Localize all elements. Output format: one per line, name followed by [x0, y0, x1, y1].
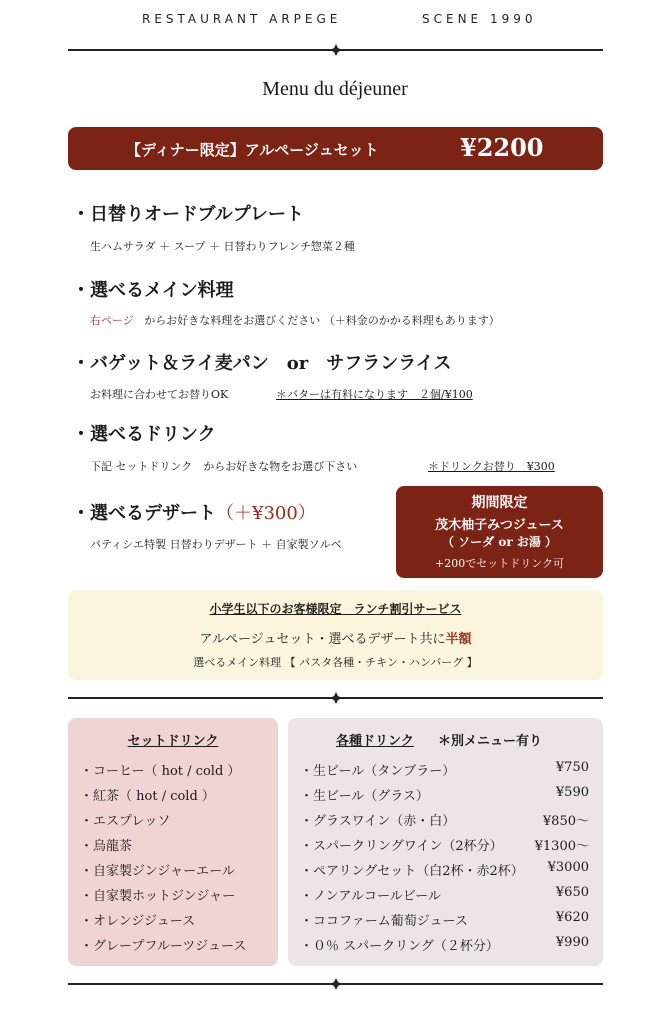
item-desc-4: 下記 セットドリンク からお好きな物をお選び下さい — [90, 460, 358, 473]
other-drinks-box — [288, 718, 603, 966]
table-row — [300, 760, 589, 780]
drink-name: ・グラスワイン（赤・白） — [300, 814, 456, 829]
drink-price: ¥850～ — [542, 814, 589, 829]
drink-name: ・生ビール（グラス） — [300, 789, 429, 804]
list-item: ・コーヒー（ hot / cold ） — [80, 764, 241, 779]
divider-middle — [68, 692, 603, 704]
kids-line-2: 選べるメイン料理 【 パスタ各種・チキン・ハンバーグ 】 — [193, 656, 478, 669]
other-drinks-title: 各種ドリンク — [336, 734, 414, 749]
drink-name: ・ペアリングセット（白2杯・赤2杯） — [300, 864, 524, 879]
kids-line-1 — [68, 628, 603, 647]
drink-name: ・ココファーム葡萄ジュース — [300, 914, 468, 929]
scene-label: SCENE 1990 — [422, 12, 537, 26]
drink-name: ・生ビール（タンブラー） — [300, 764, 456, 779]
item-title-5 — [72, 499, 316, 525]
right-page-link: 右ページ — [90, 314, 134, 327]
half-price-label: 半額 — [445, 632, 472, 647]
drink-price: ¥3000 — [547, 860, 589, 875]
divider-bottom — [68, 978, 603, 990]
item-desc-2-text: からお好きな料理をお選びください （＋料金のかかる料理もあります） — [144, 314, 500, 327]
other-drinks-note: ＊別メニュー有り — [438, 734, 543, 749]
item-title-3: ・バゲット＆ライ麦パン or サフランライス — [72, 353, 452, 374]
item-title-5-text: ・選べるデザート — [72, 503, 216, 524]
banner-label: 【ディナー限定】アルページュセット — [126, 141, 379, 159]
item-title-4: ・選べるドリンク — [72, 424, 216, 445]
drink-price: ¥990 — [555, 935, 589, 950]
item-title-1: ・日替りオードブルプレート — [72, 204, 305, 225]
table-row — [300, 810, 589, 830]
table-row — [300, 910, 589, 930]
ornament-icon — [330, 978, 342, 990]
table-row — [300, 835, 589, 855]
list-item: ・自家製ジンジャーエール — [80, 864, 235, 879]
header — [0, 10, 670, 30]
list-item: ・紅茶（ hot / cold ） — [80, 789, 215, 804]
list-item: ・グレープフルーツジュース — [80, 939, 247, 954]
item-desc-1: 生ハムサラダ ＋ スープ ＋ 日替わりフレンチ惣菜２種 — [90, 240, 355, 253]
kids-title: 小学生以下のお客様限定 ランチ割引サービス — [209, 602, 462, 616]
ornament-icon — [330, 44, 342, 56]
table-row — [300, 785, 589, 805]
table-row — [300, 935, 589, 955]
drink-price: ¥590 — [555, 785, 589, 800]
drink-price: ¥620 — [555, 910, 589, 925]
table-row — [300, 885, 589, 905]
page-title: Menu du déjeuner — [262, 78, 408, 100]
drink-name: ・ノンアルコールビール — [300, 889, 441, 904]
limited-line-3: +200でセットドリンク可 — [435, 557, 564, 570]
item-title-2: ・選べるメイン料理 — [72, 280, 234, 301]
set-drinks-box — [68, 718, 278, 966]
item-desc-3: お料理に合わせてお替りOK — [90, 388, 229, 401]
drink-price: ¥750 — [555, 760, 589, 775]
list-item: ・自家製ホットジンジャー — [80, 889, 236, 904]
drink-name: ・０％ スパークリング（２杯分） — [300, 939, 499, 954]
kids-line-1-text: アルページュセット・選べるデザート共に — [199, 632, 446, 647]
limited-line-1: 茂木柚子みつジュース — [435, 518, 564, 533]
drink-name: ・スパークリングワイン（2杯分） — [300, 839, 503, 854]
limited-title: 期間限定 — [471, 495, 528, 511]
list-item: ・エスプレッソ — [80, 814, 171, 829]
item-desc-2 — [90, 312, 500, 328]
item-note-3: ＊バターは有料になります ２個/¥100 — [276, 388, 473, 401]
set-drinks-title: セットドリンク — [127, 734, 219, 749]
restaurant-name: RESTAURANT ARPEGE — [142, 12, 342, 26]
item-note-4: ＊ドリンクお替り ¥300 — [428, 460, 555, 473]
banner-price: ¥2200 — [460, 133, 544, 162]
divider-top — [68, 44, 603, 56]
ornament-icon — [330, 692, 342, 704]
list-item: ・オレンジジュース — [80, 914, 196, 929]
item-desc-5: パティシエ特製 日替わりデザート ＋ 自家製ソルベ — [90, 538, 342, 551]
list-item: ・烏龍茶 — [80, 839, 133, 854]
dessert-surcharge: （＋¥300） — [216, 503, 316, 524]
drink-price: ¥1300～ — [534, 839, 589, 854]
limited-offer-box — [396, 486, 603, 578]
limited-line-2: （ ソーダ or お湯 ） — [441, 535, 558, 549]
kids-discount-box — [68, 590, 603, 680]
table-row — [300, 860, 589, 880]
dinner-set-banner — [68, 127, 603, 170]
drink-price: ¥650 — [555, 885, 589, 900]
